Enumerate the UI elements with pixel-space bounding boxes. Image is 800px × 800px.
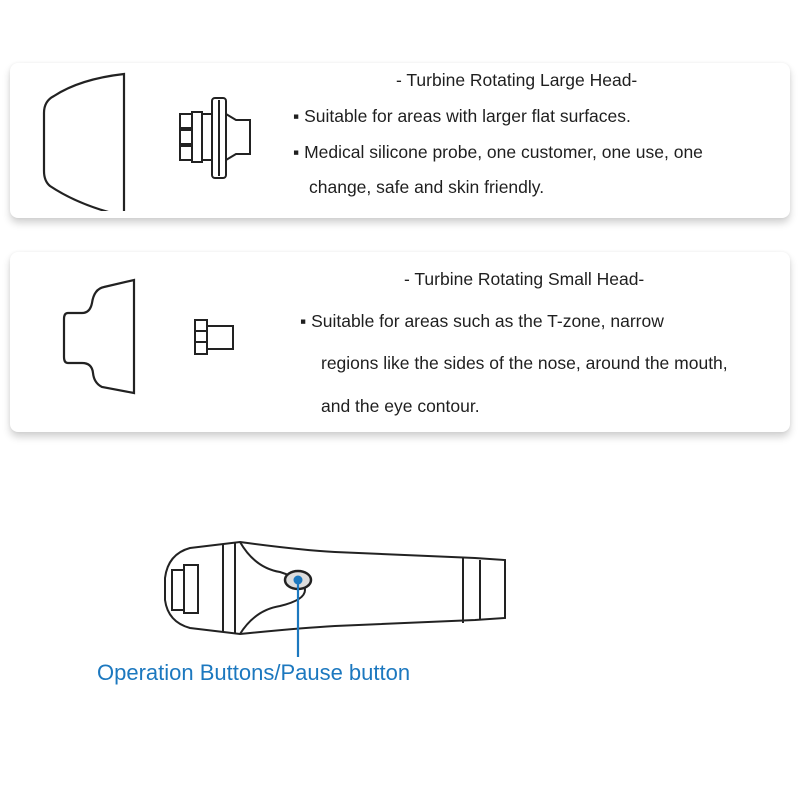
operation-button-callout: Operation Buttons/Pause button [97,660,411,685]
handpiece-illustration [160,530,760,670]
large-silicone-cap-icon [30,71,140,211]
large-head-bullet-2: ▪ Medical silicone probe, one customer, one use, one [293,142,703,162]
small-head-bullet-1: ▪ Suitable for areas such as the T-zone, narrow [300,311,664,331]
large-head-bullet-1: ▪ Suitable for areas with larger flat surfaces. [293,106,631,126]
large-head-card [10,63,790,218]
small-silicone-cap-icon [60,277,150,397]
small-head-bullet-1-cont-1: regions like the sides of the nose, around the mouth, [321,353,728,373]
large-turbine-head-icon [178,96,258,181]
small-head-bullet-1-cont-2: and the eye contour. [321,396,480,416]
small-head-card [10,252,790,432]
large-head-bullet-2-cont: change, safe and skin friendly. [309,177,545,197]
small-head-title: - Turbine Rotating Small Head- [404,269,645,289]
small-turbine-head-icon [193,317,238,357]
large-head-title: - Turbine Rotating Large Head- [396,70,638,90]
